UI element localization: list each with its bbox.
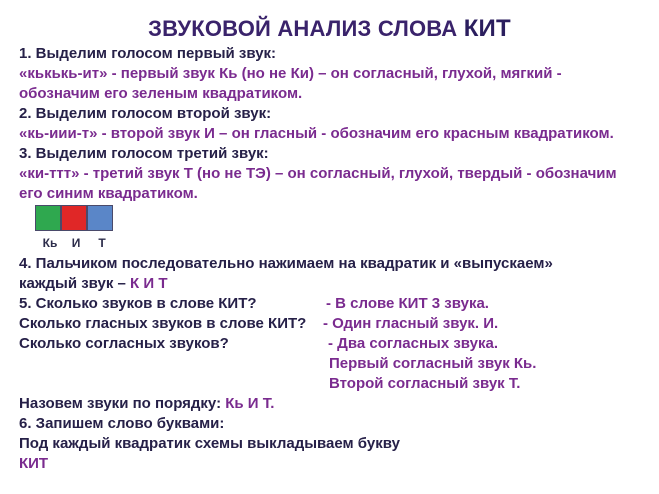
step-5-question-2: Сколько гласных звуков в слове КИТ? (19, 315, 307, 332)
name-sounds-prefix: Назовем звуки по порядку: (19, 395, 226, 412)
schema-labels (37, 236, 115, 250)
step-4-prefix: каждый звук – (19, 275, 131, 292)
schema-label-kj: Кь (42, 236, 58, 250)
step-3-explanation-cont: его синим квадратиком. (19, 185, 198, 202)
schema-label-t: Т (98, 236, 106, 250)
step-5-question-3: Сколько согласных звуков? (19, 335, 229, 352)
step-5-answer-5: Второй согласный звук Т. (329, 375, 521, 392)
step-5-question-1: 5. Сколько звуков в слове КИТ? (19, 295, 257, 312)
slide-title (0, 15, 659, 43)
blue-square[interactable] (87, 205, 113, 231)
step-3-explanation: «ки-ттт» - третий звук Т (но не ТЭ) – он согласный, глухой, твердый - обозначим (19, 165, 617, 182)
sound-schema (35, 205, 113, 231)
title-word: КИТ (463, 15, 511, 42)
name-sounds-line (19, 394, 274, 413)
title-prefix: ЗВУКОВОЙ АНАЛИЗ СЛОВА (148, 16, 458, 41)
step-2-explanation: «кь-иии-т» - второй звук И – он гласный - обозначим его красным квадратиком. (19, 125, 614, 142)
step-5-answer-4: Первый согласный звук Кь. (329, 355, 537, 372)
red-square[interactable] (61, 205, 87, 231)
green-square[interactable] (35, 205, 61, 231)
step-5-answer-2: - Один гласный звук. И. (323, 315, 499, 332)
name-sounds-value: Кь И Т. (225, 395, 275, 412)
step-4-heading: 4. Пальчиком последовательно нажимаем на квадратик и «выпускаем» (19, 255, 553, 272)
step-1-explanation-cont: обозначим его зеленым квадратиком. (19, 85, 303, 102)
step-5-answer-1: - В слове КИТ 3 звука. (326, 295, 489, 312)
step-6-word: КИТ (19, 455, 49, 472)
step-3-heading: 3. Выделим голосом третий звук: (19, 145, 269, 162)
step-4-explanation (19, 274, 167, 293)
step-2-heading: 2. Выделим голосом второй звук: (19, 105, 272, 122)
step-1-explanation: «кькькь-ит» - первый звук Кь (но не Ки) – он согласный, глухой, мягкий - (19, 65, 562, 82)
step-1-heading: 1. Выделим голосом первый звук: (19, 45, 277, 62)
step-6-heading: 6. Запишем слово буквами: (19, 415, 225, 432)
step-4-value: К И Т (130, 275, 168, 292)
step-5-answer-3: - Два согласных звука. (328, 335, 499, 352)
step-6-explanation: Под каждый квадратик схемы выкладываем букву (19, 435, 400, 452)
schema-label-i: И (71, 236, 81, 250)
